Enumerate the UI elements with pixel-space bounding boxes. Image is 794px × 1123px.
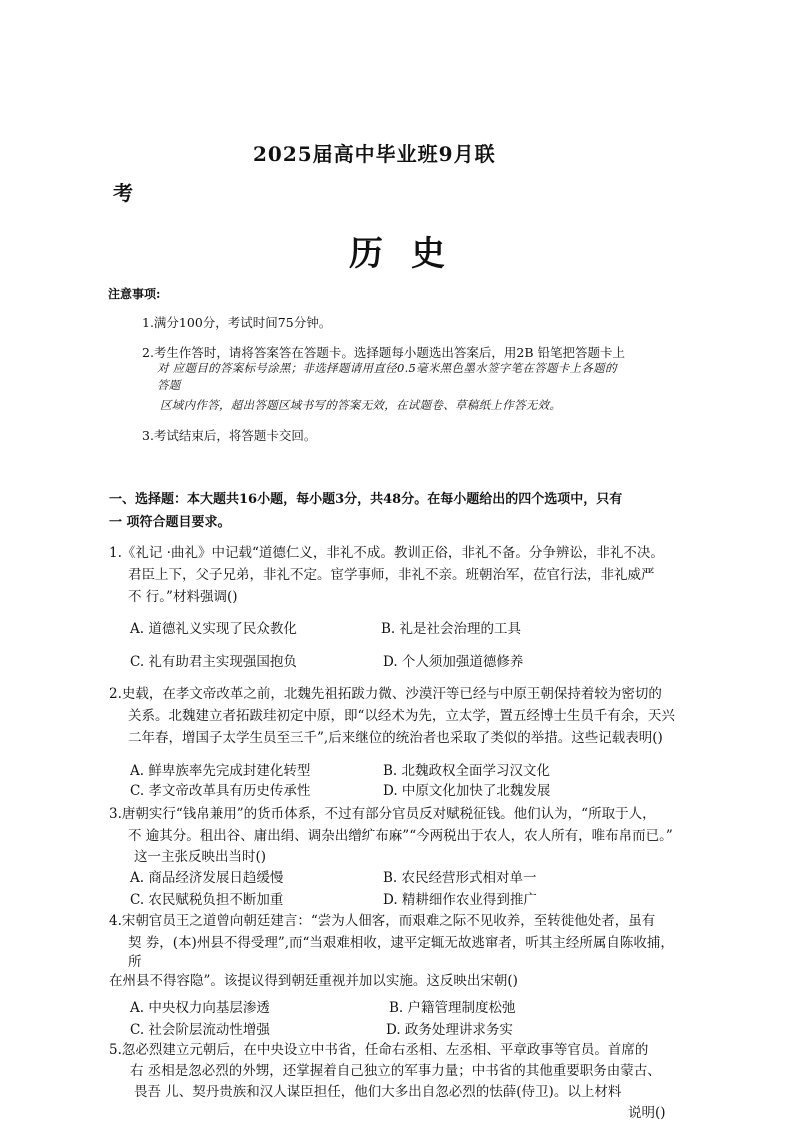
question-4-option-b: B. 户籍管理制度松弛 [389, 1000, 516, 1016]
question-3-option-b: B. 农民经营形式相对单一 [383, 870, 537, 886]
question-1-line3: 不 行。”材料强调() [128, 589, 238, 605]
question-3-line2: 不 逾其分。租出谷、庸出绢、调杂出缯纩布麻”“今两税出于农人，农人所有，唯布帛而已。” [128, 828, 673, 844]
question-2-line3: 二年春，增国子太学生员至三千”,后来继位的统治者也采取了类似的举措。这些记载表明() [128, 730, 663, 746]
question-3-line3: 这一主张反映出当时() [134, 849, 267, 865]
question-3-line1: 3.唐朝实行“钱帛兼用”的货币体系，不过有部分官员反对赋税征钱。他们认为，“所取于人， [109, 806, 656, 822]
question-1-option-b: B. 礼是社会治理的工具 [381, 621, 522, 637]
notice-item-2-line1: 2.考生作答时，请将答案答在答题卡。选择题每小题选出答案后，用2B 铅笔把答题卡上 [142, 345, 626, 360]
question-1-option-c: C. 礼有助君主实现强国抱负 [130, 654, 297, 670]
notice-item-2-line3: 答题 [157, 378, 181, 392]
question-5-line3: 畏吾 儿、契丹贵族和汉人谋臣担任，他们大多出自忽必烈的怯薛(侍卫)。以上材料 [134, 1084, 622, 1100]
question-5-line2: 右 丞相是忽必烈的外甥，还掌握着自己独立的军事力量；中书省的其他重要职务由蒙古、 [130, 1063, 661, 1079]
question-4-line2: 契 券，(本)州县不得受理”,而“当艰难相收，逮平定辄无故逃窜者，听其主经所属自陈收捕， [128, 935, 674, 951]
question-2-option-d: D. 中原文化加快了北魏发展 [383, 783, 551, 799]
question-1-line2: 君臣上下，父子兄弟，非礼不定。宦学事师，非礼不亲。班朝治军，莅官行法，非礼威严 [128, 567, 655, 583]
exam-title-line2: 考 [113, 181, 134, 205]
notice-item-2-line4: 区域内作答，超出答题区域书写的答案无效，在试题卷、草稿纸上作答无效。 [160, 398, 562, 412]
question-2-option-b: B. 北魏政权全面学习汉文化 [383, 763, 551, 779]
question-4-line3: 所 [128, 954, 142, 970]
question-2-option-c: C. 孝文帝改革具有历史传承性 [130, 783, 311, 799]
question-5-line1: 5.忽必烈建立元朝后，在中央设立中书省，任命右丞相、左丞相、平章政事等官员。首席的 [109, 1042, 649, 1058]
question-1-line1: 1.《礼记 ·曲礼》中记载“道德仁义，非礼不成。教训正俗，非礼不备。分争辨讼，非礼不决。 [109, 545, 664, 561]
section-heading-line2: 一 项符合题目要求。 [109, 515, 231, 530]
question-4-line1: 4.宋朝官员王之道曾向朝廷建言：“尝为人佃客，而艰难之际不见收养，至转徙他处者，虽有 [109, 913, 656, 929]
question-5-line4: 说明() [628, 1105, 666, 1121]
question-4-option-c: C. 社会阶层流动性增强 [130, 1022, 270, 1038]
question-3-option-c: C. 农民赋税负担不断加重 [130, 892, 284, 908]
question-4-line4: 在州县不得容隐”。该提议得到朝廷重视并加以实施。这反映出宋朝() [109, 973, 518, 989]
question-2-line2: 关系。北魏建立者拓跋珪初定中原，即“以经术为先，立太学，置五经博士生员千有余，天兴 [128, 708, 675, 724]
section-heading-line1: 一、选择题：本大题共16小题，每小题3分，共48分。在每小题给出的四个选项中，只有 [109, 492, 623, 507]
exam-title-line1: 2025届高中毕业班9月联 [253, 142, 496, 166]
subject-title: 历史 [349, 234, 473, 274]
question-3-option-a: A. 商品经济发展日趋缓慢 [130, 870, 284, 886]
question-4-option-a: A. 中央权力向基层渗透 [130, 1000, 270, 1016]
question-4-option-d: D. 政务处理讲求务实 [386, 1022, 513, 1038]
notice-item-2-line2: 对 应题目的答案标号涂黑；非选择题请用直径0.5毫米黑色墨水签字笔在答题卡上各题的 [157, 361, 617, 375]
question-1-option-a: A. 道德礼义实现了民众教化 [130, 621, 297, 637]
question-2-option-a: A. 鲜卑族率先完成封建化转型 [130, 763, 311, 779]
notice-item-3: 3.考试结束后，将答题卡交回。 [142, 428, 317, 443]
question-3-option-d: D. 精耕细作农业得到推广 [383, 892, 537, 908]
notice-heading: 注意事项: [108, 287, 161, 301]
notice-item-1: 1.满分100分，考试时间75分钟。 [142, 315, 332, 330]
question-2-line1: 2.史载，在孝文帝改革之前，北魏先祖拓跋力微、沙漠汗等已经与中原王朝保持着较为密切的 [109, 686, 662, 702]
question-1-option-d: D. 个人须加强道德修养 [383, 654, 524, 670]
